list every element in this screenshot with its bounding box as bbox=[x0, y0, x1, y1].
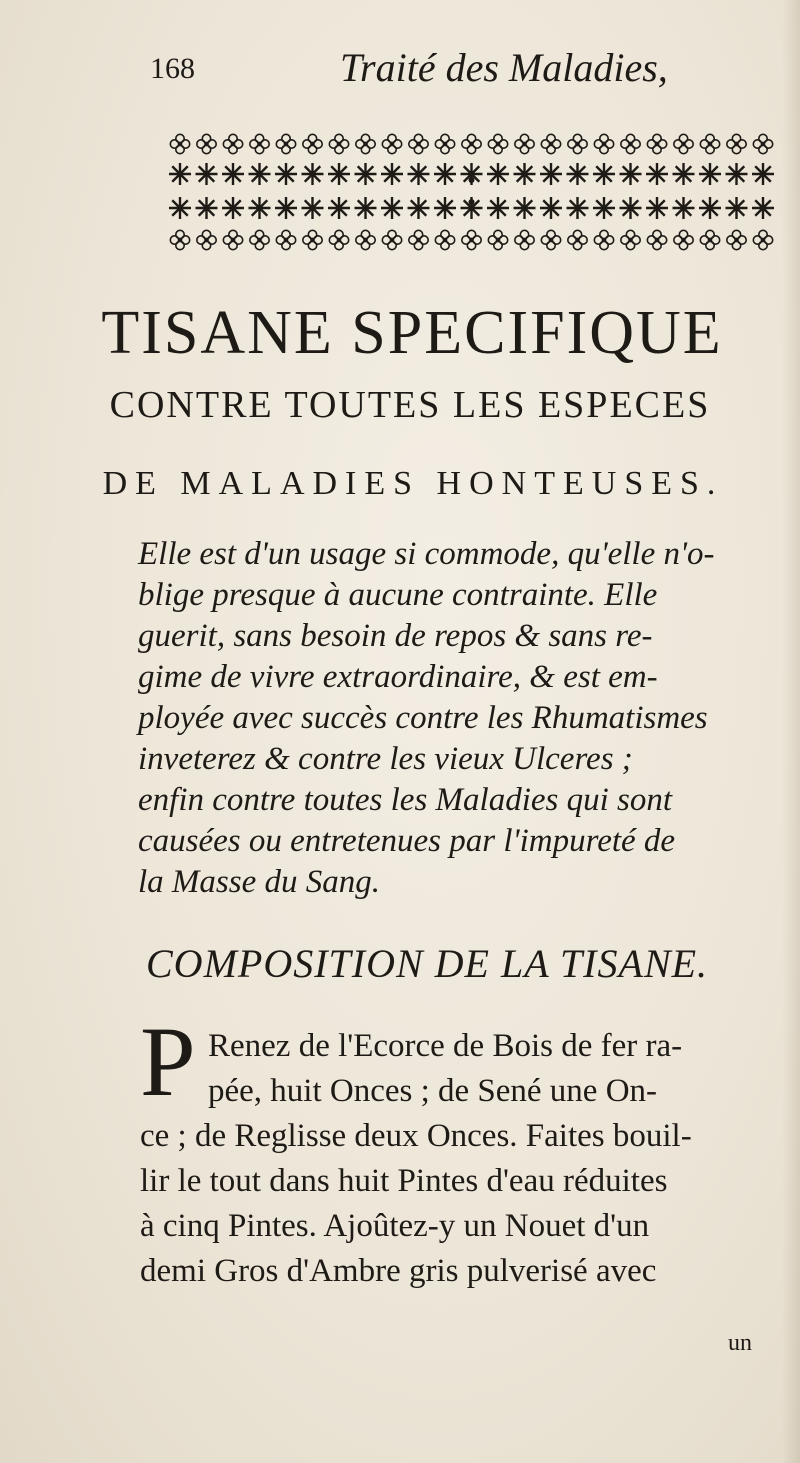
drop-capital: P bbox=[140, 1006, 196, 1117]
fleuron-star bbox=[699, 197, 721, 219]
fleuron-star bbox=[487, 197, 509, 219]
fleuron-star bbox=[302, 197, 324, 219]
fleuron-star bbox=[673, 163, 695, 185]
recipe-line: lir le tout dans huit Pintes d'eau réduites bbox=[140, 1163, 668, 1199]
fleuron-star bbox=[620, 163, 642, 185]
title-subtitle-1: CONTRE TOUTES LES ESPECES bbox=[109, 384, 711, 426]
fleuron-star bbox=[275, 197, 297, 219]
fleuron-glyph bbox=[329, 134, 348, 153]
fleuron-glyph bbox=[674, 230, 693, 249]
recipe-line: pée, huit Onces ; de Sené une On- bbox=[208, 1073, 658, 1109]
recipe-line: Renez de l'Ecorce de Bois de fer ra- bbox=[208, 1028, 683, 1064]
fleuron-star bbox=[355, 163, 377, 185]
fleuron-glyph bbox=[462, 230, 481, 249]
fleuron-glyph bbox=[223, 134, 242, 153]
intro-line: la Masse du Sang. bbox=[138, 864, 380, 900]
fleuron-glyph bbox=[727, 230, 746, 249]
intro-line: Elle est d'un usage si commode, qu'elle n'o- bbox=[138, 536, 715, 572]
intro-line: causées ou entretenues par l'impureté de bbox=[138, 823, 676, 859]
catchword: un bbox=[728, 1330, 752, 1356]
fleuron-star bbox=[275, 163, 297, 185]
fleuron-glyph bbox=[515, 230, 534, 249]
intro-paragraph bbox=[138, 534, 774, 903]
fleuron-glyph bbox=[356, 134, 375, 153]
intro-line: gime de vivre extraordinaire, & est em- bbox=[138, 659, 658, 695]
fleuron-glyph bbox=[276, 230, 295, 249]
fleuron-glyph bbox=[197, 230, 216, 249]
fleuron-glyph bbox=[409, 230, 428, 249]
fleuron-glyph bbox=[568, 230, 587, 249]
fleuron-star bbox=[249, 197, 271, 219]
intro-line: guerit, sans besoin de repos & sans re- bbox=[138, 618, 653, 654]
intro-line: blige presque à aucune contrainte. Elle bbox=[138, 577, 658, 613]
fleuron-star bbox=[434, 163, 456, 185]
fleuron-glyph bbox=[647, 230, 666, 249]
fleuron-star bbox=[593, 163, 615, 185]
fleuron-glyph bbox=[303, 230, 322, 249]
fleuron-glyph bbox=[621, 134, 640, 153]
fleuron-glyph bbox=[250, 134, 269, 153]
recipe-line: à cinq Pintes. Ajoûtez-y un Nouet d'un bbox=[140, 1208, 650, 1244]
fleuron-star bbox=[328, 197, 350, 219]
fleuron-glyph bbox=[568, 134, 587, 153]
fleuron-glyph bbox=[488, 134, 507, 153]
fleuron-star bbox=[408, 163, 430, 185]
fleuron-star bbox=[752, 197, 774, 219]
fleuron-glyph bbox=[700, 230, 719, 249]
title-main: TISANE SPECIFIQUE bbox=[101, 299, 723, 367]
fleuron-glyph bbox=[276, 134, 295, 153]
fleuron-star bbox=[196, 197, 218, 219]
fleuron-glyph bbox=[594, 134, 613, 153]
fleuron-glyph bbox=[621, 230, 640, 249]
fleuron-glyph bbox=[435, 230, 454, 249]
running-title: Traité des Maladies, bbox=[340, 45, 668, 90]
intro-line: inveterez & contre les vieux Ulceres ; bbox=[138, 741, 633, 777]
fleuron-glyph bbox=[250, 230, 269, 249]
fleuron-star bbox=[487, 163, 509, 185]
fleuron-star bbox=[196, 163, 218, 185]
fleuron-glyph bbox=[170, 230, 189, 249]
fleuron-glyph bbox=[541, 230, 560, 249]
fleuron-star bbox=[699, 163, 721, 185]
fleuron-star bbox=[514, 163, 536, 185]
fleuron-glyph bbox=[727, 134, 746, 153]
fleuron-star bbox=[222, 163, 244, 185]
fleuron-glyph bbox=[462, 134, 481, 153]
fleuron-star bbox=[726, 163, 748, 185]
recipe-line: demi Gros d'Ambre gris pulverisé avec bbox=[140, 1253, 657, 1289]
fleuron-glyph bbox=[409, 134, 428, 153]
fleuron-star bbox=[567, 163, 589, 185]
fleuron-glyph bbox=[329, 230, 348, 249]
fleuron-glyph bbox=[647, 134, 666, 153]
fleuron-star bbox=[355, 197, 377, 219]
fleuron-star bbox=[381, 163, 403, 185]
fleuron-star bbox=[169, 163, 191, 185]
fleuron-glyph bbox=[382, 230, 401, 249]
fleuron-glyph bbox=[197, 134, 216, 153]
fleuron-star bbox=[593, 197, 615, 219]
fleuron-star bbox=[673, 197, 695, 219]
fleuron-star bbox=[620, 197, 642, 219]
fleuron-star bbox=[434, 197, 456, 219]
running-head bbox=[150, 44, 668, 94]
fleuron-glyph bbox=[382, 134, 401, 153]
fleuron-glyph bbox=[356, 230, 375, 249]
fleuron-glyph bbox=[594, 230, 613, 249]
fleuron-star bbox=[222, 197, 244, 219]
intro-line: ployée avec succès contre les Rhumatismes bbox=[138, 700, 708, 736]
fleuron-star bbox=[752, 163, 774, 185]
fleuron-star bbox=[646, 163, 668, 185]
fleuron-glyph bbox=[303, 134, 322, 153]
fleuron-star bbox=[567, 197, 589, 219]
recipe-line: ce ; de Reglisse deux Onces. Faites bouil- bbox=[140, 1118, 692, 1154]
fleuron-star bbox=[540, 163, 562, 185]
fleuron-glyph bbox=[223, 230, 242, 249]
fleuron-glyph bbox=[753, 134, 772, 153]
fleuron-ornament bbox=[168, 128, 788, 256]
fleuron-glyph bbox=[170, 134, 189, 153]
fleuron-glyph bbox=[488, 230, 507, 249]
fleuron-glyph bbox=[435, 134, 454, 153]
fleuron-glyph bbox=[515, 134, 534, 153]
fleuron-glyph bbox=[541, 134, 560, 153]
section-heading: COMPOSITION DE LA TISANE. bbox=[146, 941, 709, 986]
fleuron-star bbox=[726, 197, 748, 219]
fleuron-star bbox=[408, 197, 430, 219]
fleuron-star bbox=[540, 197, 562, 219]
title-subtitle-2: DE MALADIES HONTEUSES. bbox=[102, 465, 724, 502]
fleuron-glyph bbox=[753, 230, 772, 249]
fleuron-star bbox=[381, 197, 403, 219]
fleuron-star bbox=[302, 163, 324, 185]
fleuron-glyph bbox=[700, 134, 719, 153]
intro-line: enfin contre toutes les Maladies qui sont bbox=[138, 782, 673, 818]
fleuron-glyph bbox=[674, 134, 693, 153]
fleuron-star bbox=[328, 163, 350, 185]
recipe-paragraph bbox=[140, 1024, 776, 1294]
fleuron-star bbox=[169, 197, 191, 219]
page-number: 168 bbox=[150, 52, 195, 85]
fleuron-star bbox=[249, 163, 271, 185]
fleuron-star bbox=[514, 197, 536, 219]
fleuron-star bbox=[646, 197, 668, 219]
